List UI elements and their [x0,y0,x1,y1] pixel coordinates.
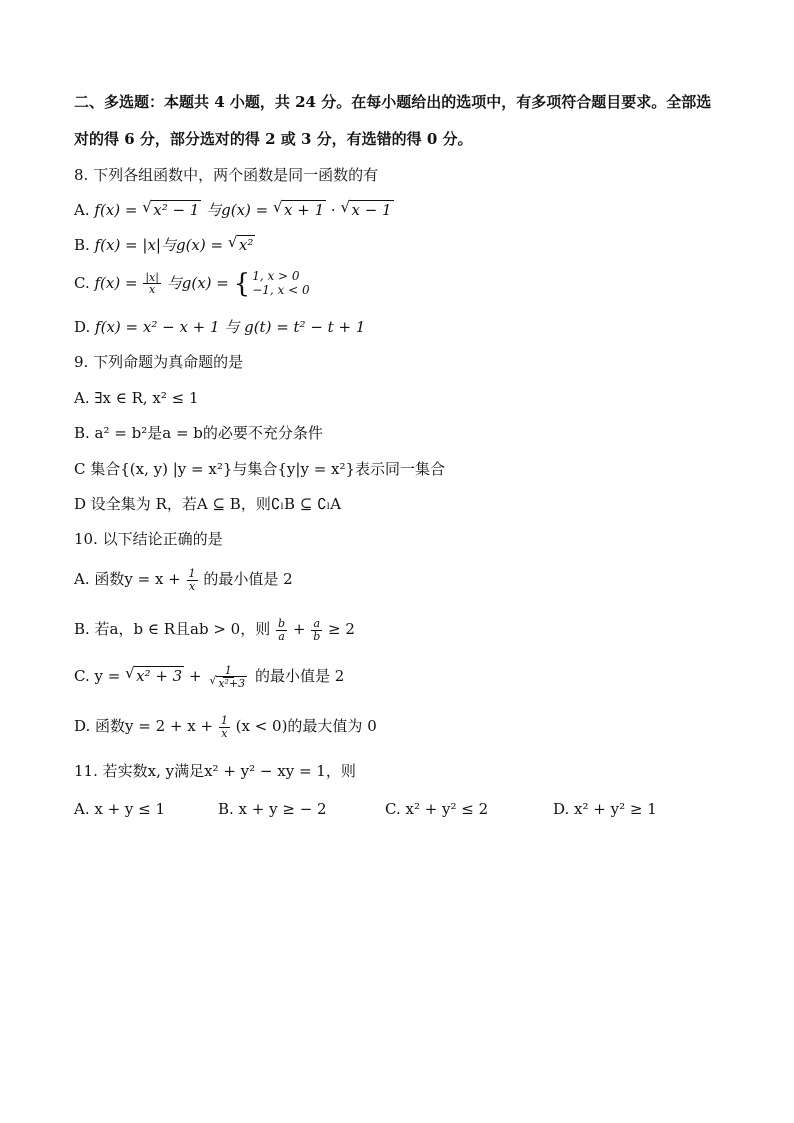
q8-option-a: A. f(x) = √ x² − 1 与g(x) = √ x + 1 · √ x − 1 [74,198,392,219]
q11-option-b: B. x + y ≥ − 2 [218,800,327,818]
q10-option-a: A. 函数y = x + $\frac{1}{x}$ 的最小值是 2 [74,567,293,593]
q9-option-d: D 设全集为 R，若A ⊆ B，则∁ₗB ⊆ ∁ₗA [74,495,342,513]
q10-option-b: B. 若a，b ∈ R且ab > 0，则 $\frac{b}{a}$ + $\frac{a}{b}$ ≥ 2 [74,617,355,643]
fraction: $\frac{|x|}{x}$ [145,270,159,297]
q10-stem: 10. 以下结论正确的是 [74,530,223,548]
section-header-line2: 对的得 6 分，部分选对的得 2 或 3 分，有选错的得 0 分。 [74,130,473,148]
q11-option-a: A. x + y ≤ 1 [74,800,166,818]
q11-option-c: C. x² + y² ≤ 2 [385,800,489,818]
q8-option-d: D. f(x) = x² − x + 1 与 g(t) = t² − t + 1 [74,318,366,336]
piecewise-brace: { 1, x > 0 −1, x < 0 [233,268,310,299]
q11-stem: 11. 若实数x, y满足x² + y² − xy = 1，则 [74,762,356,780]
q8-stem: 8. 下列各组函数中，两个函数是同一函数的有 [74,166,379,184]
q8-option-c: C. f(x) = $\frac{|x|}{x}$ 与g(x) = { 1, x > 0 −1, x < 0 [74,268,310,299]
q10-option-c: C. y = √ x² + 3 + 1 √ x²+3 的最小值是 2 [74,664,345,690]
q10-option-d: D. 函数y = 2 + x + $\frac{1}{x}$ (x < 0)的最大值为 0 [74,714,377,740]
q8-option-b: B. f(x) = |x|与g(x) = √ x² [74,233,254,254]
q9-stem: 9. 下列命题为真命题的是 [74,353,244,371]
q9-option-a: A. ∃x ∈ R, x² ≤ 1 [74,389,199,407]
q9-option-b: B. a² = b²是a = b的必要不充分条件 [74,424,323,442]
section-header-line1: 二、多选题：本题共 4 小题，共 24 分。在每小题给出的选项中，有多项符合题目要求。全部选 [74,93,712,111]
q11-option-d: D. x² + y² ≥ 1 [553,800,657,818]
q9-option-c: C 集合{(x, y) |y = x²}与集合{y|y = x²}表示同一集合 [74,460,446,478]
sqrt-symbol: √ x² − 1 [142,198,200,219]
